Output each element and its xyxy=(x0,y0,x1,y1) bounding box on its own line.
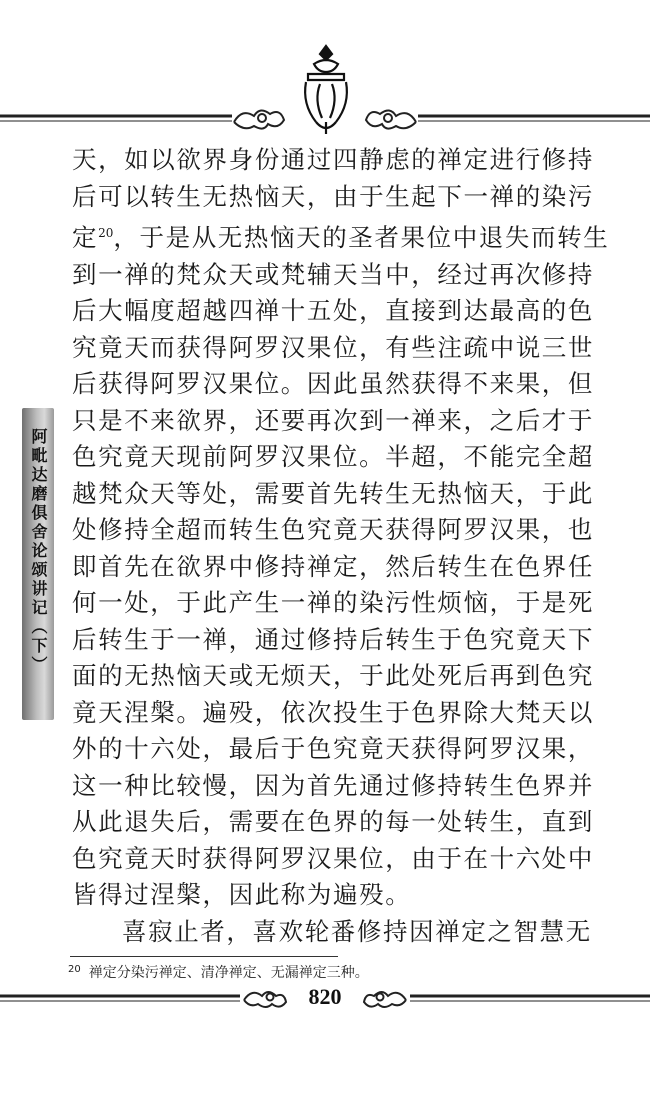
paragraph-1 xyxy=(72,142,612,914)
footnote xyxy=(68,962,588,982)
footnote-text: 禅定分染污禅定、清净禅定、无漏禅定三种。 xyxy=(88,965,369,981)
paragraph-1-after-ref: ，于是从无热恼天的圣者果位中退失而转生到一禅的梵众天或梵辅天当中，经过再次修持后大幅度超越四禅十五处，直接到达最高的色究竟天而获得阿罗汉果位，有些注疏中说三世后获得阿罗汉果位。因此虽然获得不来果，但只是不来欲界，还要再次到一禅来，之后才于色究竟天现前阿罗汉果位。半超，不能完全超越梵众天等处，需要首先转生无热恼天，于此处修持全超而转生色究竟天获得阿罗汉果，也即首先在欲界中修持禅定，然后转生在色界任何一处，于此产生一禅的染污性烦恼，于是死后转生于一禅，通过修持后转生于色究竟天下面的无热恼天或无烦天，于此处死后再到色究竟天涅槃。遍殁，依次投生于色界除大梵天以外的十六处，最后于色究竟天获得阿罗汉果，这一种比较慢，因为首先通过修持转生色界并从此退失后，需要在色界的每一处转生，直到色究竟天时获得阿罗汉果位，由于在十六处中皆得过涅槃，因此称为遍殁。 xyxy=(72,223,610,909)
body-text xyxy=(72,142,612,950)
paragraph-2: 喜寂止者，喜欢轮番修持因禅定之智慧无 xyxy=(122,916,592,946)
paragraph-1-before-ref: 天，如以欲界身份通过四静虑的禅定进行修持后可以转生无热恼天，由于生起下一禅的染污定 xyxy=(72,145,594,252)
footnote-number: 20 xyxy=(68,964,81,975)
footnote-reference: 20 xyxy=(98,226,114,240)
page-number: 820 xyxy=(308,984,342,1009)
side-tab-title: 阿毗达磨俱舍论颂讲记（下） xyxy=(29,428,48,675)
footnote-rule xyxy=(70,956,338,957)
side-tab xyxy=(22,408,54,720)
vajra-emblem-icon xyxy=(286,40,366,140)
